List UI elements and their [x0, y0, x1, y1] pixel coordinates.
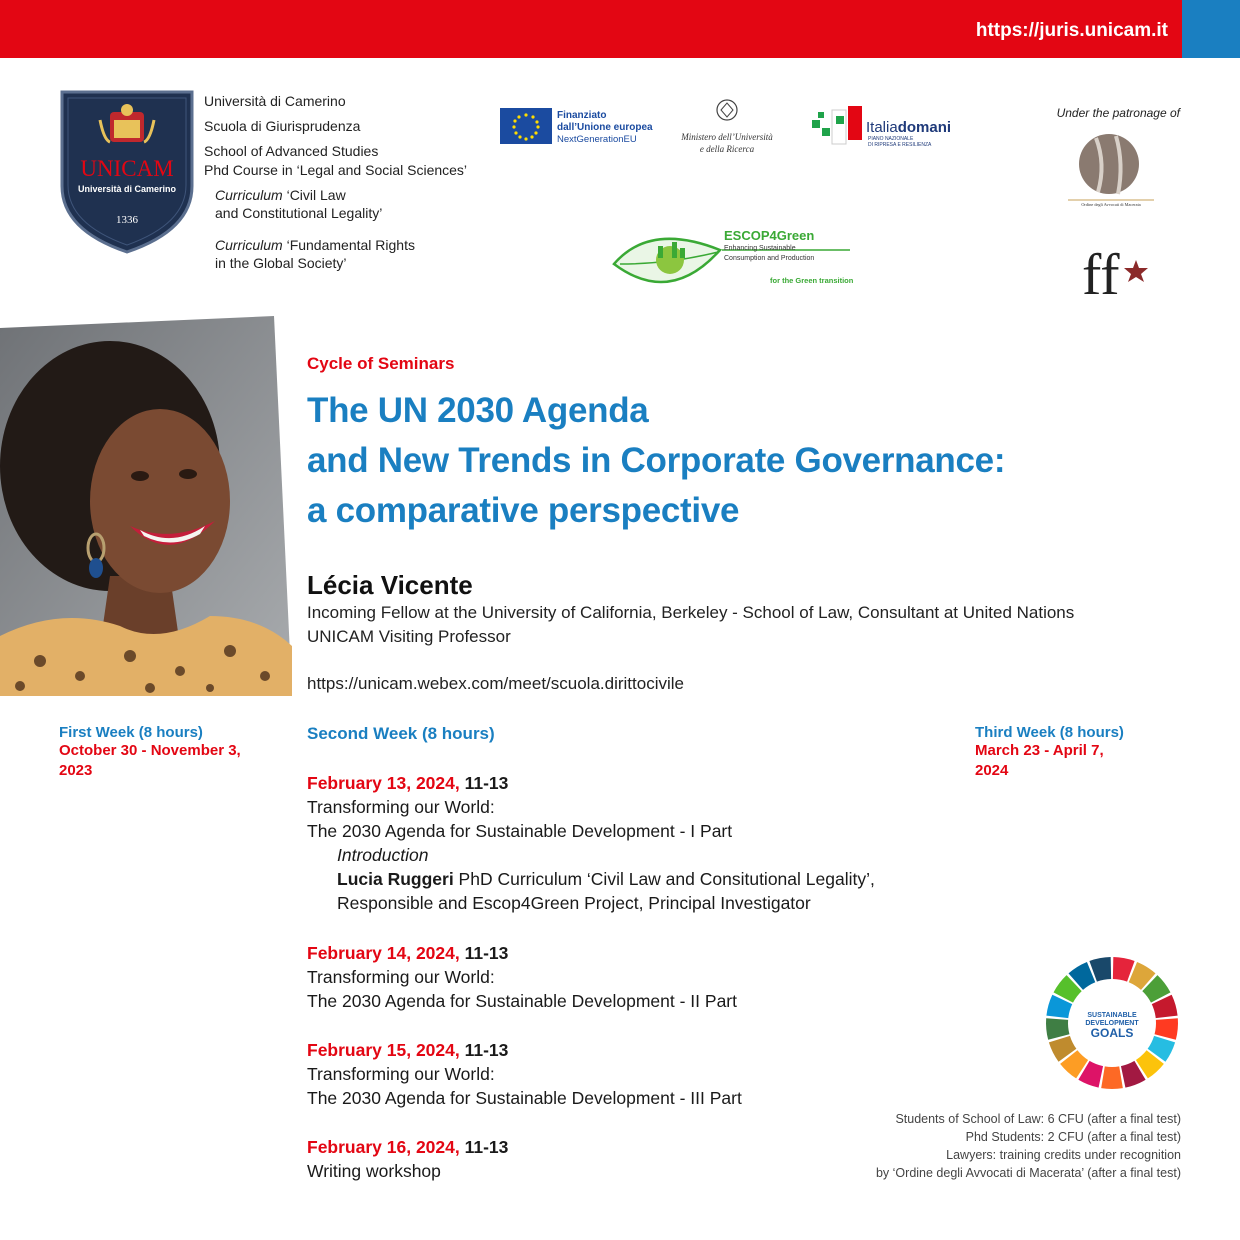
third-week-dates: March 23 - April 7, — [975, 742, 1104, 759]
curriculum-1-name: ‘Civil Law — [282, 187, 346, 203]
sdg-goal-segment — [1155, 1018, 1178, 1040]
session-2 — [307, 941, 737, 1013]
session-title-line-2: The 2030 Agenda for Sustainable Development - II Part — [307, 991, 737, 1011]
top-bar — [0, 0, 1240, 58]
shield-name: UNICAM — [80, 156, 174, 181]
session-time: 11-13 — [459, 1040, 509, 1060]
escop-line-1: Enhancing Sustainable — [724, 245, 796, 252]
speaker-affiliation: Incoming Fellow at the University of California, Berkeley - School of Law, Consultant at United Nations — [307, 603, 1075, 622]
session-date-line — [307, 1135, 508, 1159]
advanced-school-name: School of Advanced Studies — [204, 143, 379, 159]
cycle-label: Cycle of Seminars — [307, 354, 455, 373]
session-date: February 14, 2024, — [307, 943, 460, 963]
italia-sub-1: PIANO NAZIONALE — [868, 136, 914, 142]
unicam-shield-logo — [60, 90, 194, 254]
sdg-line-1: SUSTAINABLE — [1087, 1012, 1137, 1019]
session-date-line — [307, 941, 737, 965]
third-week-year: 2024 — [975, 762, 1009, 779]
presenter-name: Lucia Ruggeri — [337, 869, 454, 889]
third-week-label: Third Week (8 hours) — [975, 724, 1124, 741]
shield-year: 1336 — [116, 214, 138, 226]
curriculum-1-prefix: Curriculum — [215, 187, 283, 203]
svg-text:ff: ff — [1082, 242, 1120, 304]
speaker-role: UNICAM Visiting Professor — [307, 627, 511, 646]
first-week — [59, 724, 289, 781]
school-name: Scuola di Giurisprudenza — [204, 118, 361, 134]
sdg-goal-segment — [1101, 1066, 1123, 1089]
sdg-line-2: DEVELOPMENT — [1085, 1020, 1139, 1027]
top-bar-blue-square — [1182, 0, 1240, 58]
credit-line-4: by ‘Ordine degli Avvocati di Macerata’ (after a final test) — [875, 1166, 1181, 1180]
phd-course: Phd Course in ‘Legal and Social Sciences’ — [204, 162, 468, 178]
italia-domani-text — [866, 119, 951, 136]
event-title — [307, 386, 1207, 536]
title-line-3: a comparative perspective — [307, 491, 740, 530]
ministry-line-2: e della Ricerca — [699, 144, 755, 154]
ministry-line-1: Ministero dell’Università — [681, 132, 773, 142]
title-line-2: and New Trends in Corporate Governance: — [307, 441, 1006, 480]
session-time: 11-13 — [459, 943, 509, 963]
session-time: 11-13 — [459, 1137, 509, 1157]
session-title-line-1: Transforming our World: — [307, 1064, 495, 1084]
star-icon — [1124, 260, 1148, 282]
first-week-dates: October 30 - November 3, — [59, 742, 241, 759]
session-title-line-1: Transforming our World: — [307, 797, 495, 817]
session-1 — [307, 771, 875, 915]
credits-block — [820, 1110, 1181, 1182]
session-title-line-2: The 2030 Agenda for Sustainable Development - III Part — [307, 1088, 742, 1108]
curriculum-2 — [215, 236, 415, 254]
third-week — [975, 724, 1175, 781]
session-4 — [307, 1135, 508, 1183]
session-time: 11-13 — [459, 773, 509, 793]
session-date: February 15, 2024, — [307, 1040, 460, 1060]
patronage-label: Under the patronage of — [1056, 106, 1180, 120]
session-date-line — [307, 771, 875, 795]
curriculum-2-name: ‘Fundamental Rights — [282, 237, 415, 253]
italia-sub-2: DI RIPRESA E RESILIENZA — [868, 142, 932, 148]
speaker-name: Lécia Vicente — [307, 570, 473, 600]
session-title-line-1: Transforming our World: — [307, 967, 495, 987]
university-name: Università di Camerino — [204, 93, 346, 109]
session-intro: Introduction — [337, 845, 429, 865]
session-date-line — [307, 1038, 742, 1062]
escop-line-3: for the Green transition — [770, 276, 854, 285]
credit-line-1: Students of School of Law: 6 CFU (after a final test) — [895, 1112, 1181, 1126]
sdg-wheel-logo — [1044, 955, 1180, 1091]
first-week-year: 2023 — [59, 762, 93, 779]
escop-line-2: Consumption and Production — [724, 255, 815, 262]
webex-link[interactable]: https://unicam.webex.com/meet/scuola.dirittocivile — [307, 674, 684, 693]
eu-funding-logo — [500, 108, 660, 146]
credit-line-2: Phd Students: 2 CFU (after a final test) — [965, 1130, 1181, 1144]
shield-sub: Università di Camerino — [77, 184, 177, 194]
curriculum-2-line2: in the Global Society’ — [215, 255, 347, 271]
session-title-line-2: The 2030 Agenda for Sustainable Development - I Part — [307, 821, 733, 841]
session-presenter — [307, 867, 875, 891]
ministry-logo — [672, 98, 782, 158]
ordine-label: Ordine degli Avvocati di Macerata — [1081, 202, 1141, 207]
session-title-line-1: Writing workshop — [307, 1161, 441, 1181]
eu-line-1: Finanziato — [557, 110, 607, 121]
second-week-label: Second Week (8 hours) — [307, 724, 495, 743]
escop4green-logo — [610, 220, 860, 304]
curriculum-1 — [215, 186, 346, 204]
presenter-role-2: Responsible and Escop4Green Project, Principal Investigator — [337, 893, 811, 913]
title-line-1: The UN 2030 Agenda — [307, 391, 649, 430]
ordine-avvocati-logo — [1066, 134, 1156, 210]
sdg-line-3: GOALS — [1090, 1026, 1134, 1040]
domani-word: domani — [897, 119, 952, 136]
speaker-photo — [0, 316, 292, 696]
curriculum-2-prefix: Curriculum — [215, 237, 283, 253]
sdg-goal-segment — [1046, 1018, 1069, 1040]
session-date: February 13, 2024, — [307, 773, 460, 793]
eu-line-2: dall’Unione europea — [557, 122, 653, 133]
session-date: February 16, 2024, — [307, 1137, 460, 1157]
italia-word: Italia — [866, 119, 898, 136]
eu-line-3: NextGenerationEU — [557, 134, 637, 145]
site-url-link[interactable]: https://juris.unicam.it — [975, 20, 1168, 41]
credit-line-3: Lawyers: training credits under recognition — [946, 1148, 1181, 1162]
presenter-role: PhD Curriculum ‘Civil Law and Consitutional Legality’, — [453, 869, 875, 889]
escop-title: ESCOP4Green — [724, 228, 815, 243]
italia-domani-logo — [812, 106, 962, 150]
ff-logo — [1082, 234, 1154, 304]
session-3 — [307, 1038, 742, 1110]
curriculum-1-line2: and Constitutional Legality’ — [215, 205, 383, 221]
first-week-label: First Week (8 hours) — [59, 724, 203, 741]
